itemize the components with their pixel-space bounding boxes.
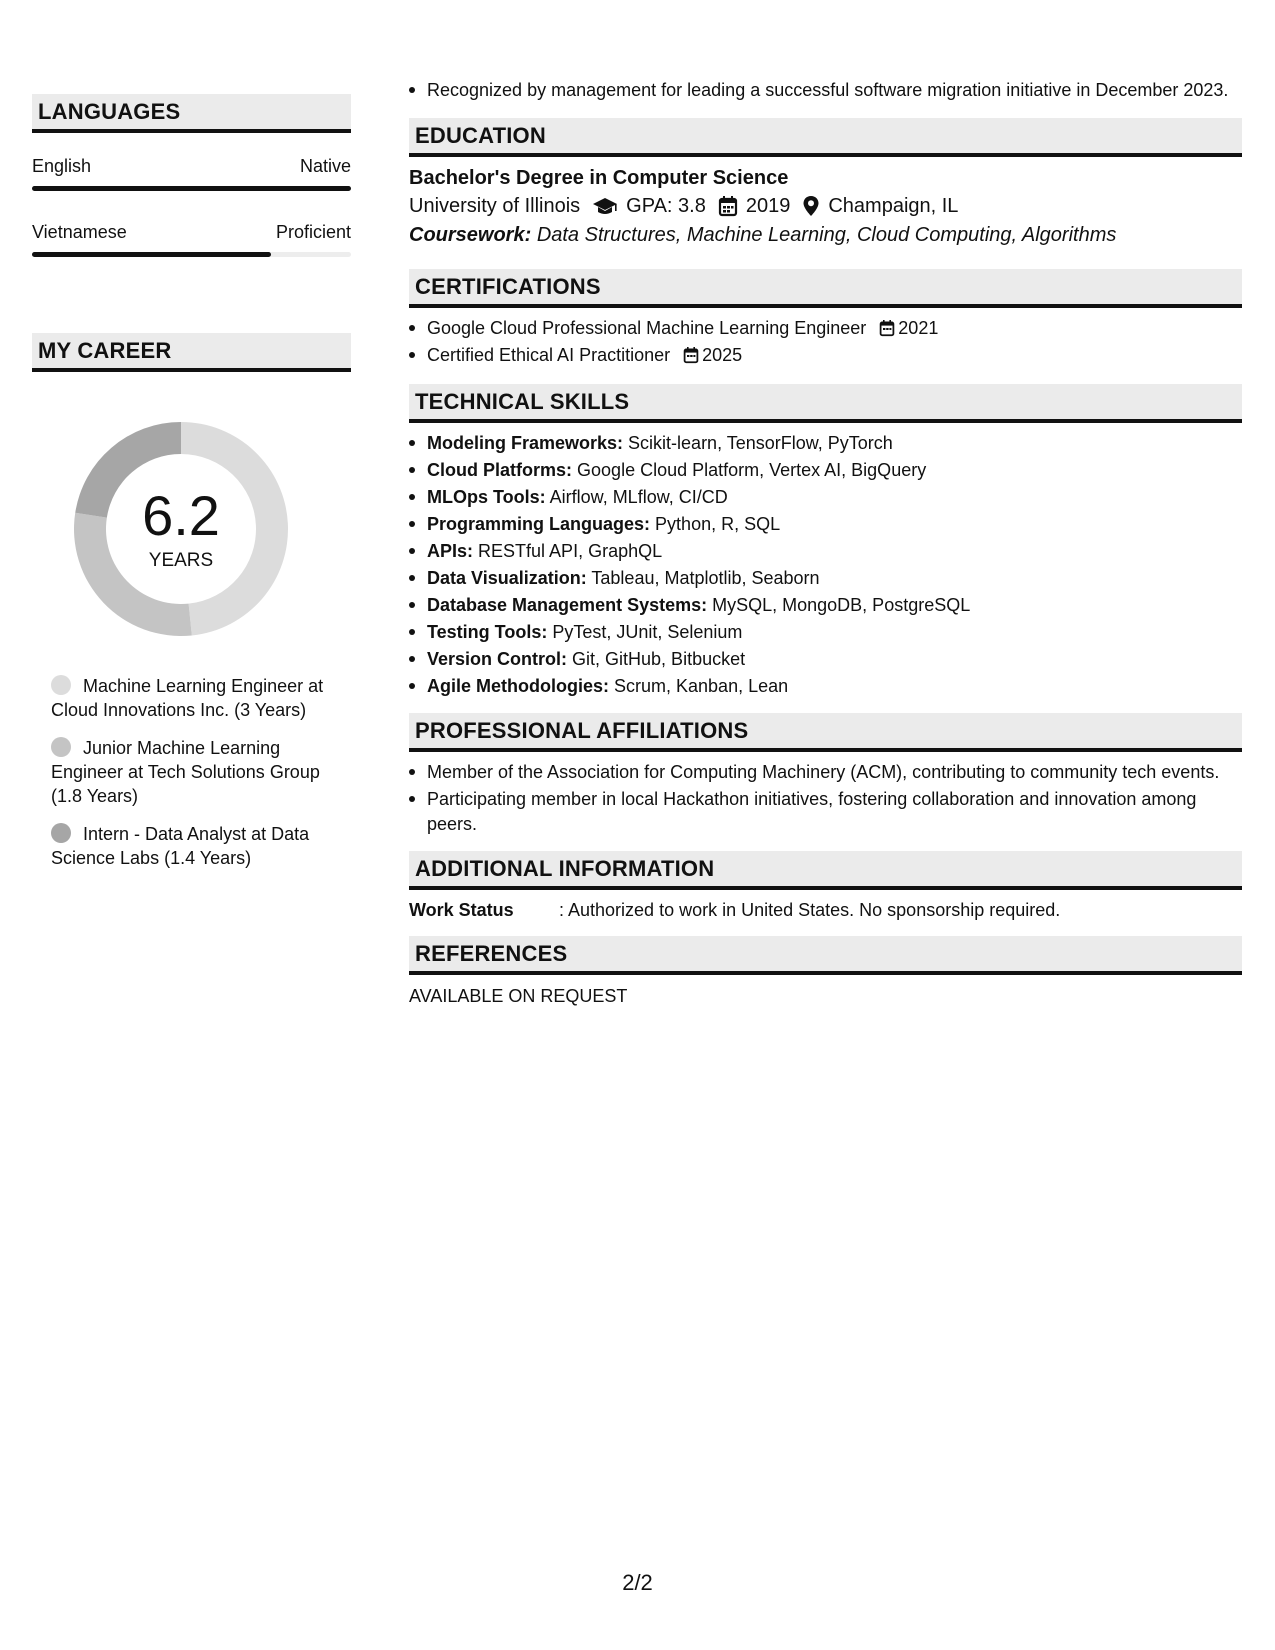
language-proficiency-bar bbox=[32, 186, 351, 191]
affiliation-item: Member of the Association for Computing Machinery (ACM), contributing to community tech events. bbox=[427, 760, 1242, 785]
legend-dot bbox=[51, 823, 71, 843]
graduation-cap-icon bbox=[592, 196, 618, 216]
skills-heading: TECHNICAL SKILLS bbox=[409, 384, 1242, 423]
skills-list bbox=[409, 431, 1242, 699]
left-column bbox=[32, 94, 351, 884]
skill-item bbox=[427, 431, 1242, 456]
skill-category: Testing Tools: bbox=[427, 622, 548, 642]
skill-item bbox=[427, 674, 1242, 699]
skill-values: Airflow, MLflow, CI/CD bbox=[549, 487, 728, 507]
language-proficiency-bar bbox=[32, 252, 351, 257]
skill-item bbox=[427, 458, 1242, 483]
page-number: 2/2 bbox=[622, 1570, 653, 1595]
language-name: Vietnamese bbox=[32, 222, 127, 242]
skill-item bbox=[427, 539, 1242, 564]
certification-year: 2025 bbox=[702, 345, 743, 365]
language-name: English bbox=[32, 156, 92, 176]
certification-item bbox=[427, 316, 1242, 341]
certification-name: Google Cloud Professional Machine Learning Engineer bbox=[427, 318, 867, 338]
skill-category: Database Management Systems: bbox=[427, 595, 708, 615]
certification-name: Certified Ethical AI Practitioner bbox=[427, 345, 671, 365]
education-heading: EDUCATION bbox=[409, 118, 1242, 157]
skill-category: Version Control: bbox=[427, 649, 568, 669]
calendar-icon bbox=[718, 195, 738, 217]
skill-category: Modeling Frameworks: bbox=[427, 433, 624, 453]
skill-category: Cloud Platforms: bbox=[427, 460, 573, 480]
education-year: 2019 bbox=[745, 195, 791, 217]
skill-values: Scrum, Kanban, Lean bbox=[614, 676, 789, 696]
language-level: Native bbox=[299, 156, 351, 176]
skill-values: RESTful API, GraphQL bbox=[478, 541, 663, 561]
skill-values: Scikit-learn, TensorFlow, PyTorch bbox=[628, 433, 893, 453]
skill-item bbox=[427, 647, 1242, 672]
certifications-list bbox=[409, 316, 1242, 368]
coursework-label: Coursework: bbox=[409, 224, 532, 246]
experience-bullet: Recognized by management for leading a successful software migration initiative in December 2023. bbox=[427, 78, 1242, 103]
references-heading: REFERENCES bbox=[409, 936, 1242, 975]
calendar-icon bbox=[683, 346, 699, 364]
skill-values: Google Cloud Platform, Vertex AI, BigQuery bbox=[577, 460, 927, 480]
language-english bbox=[32, 155, 351, 191]
coursework-list: Data Structures, Machine Learning, Cloud Computing, Algorithms bbox=[536, 224, 1117, 246]
career-legend bbox=[51, 674, 331, 870]
education-gpa: GPA: 3.8 bbox=[626, 195, 706, 217]
education-location: Champaign, IL bbox=[828, 195, 959, 217]
legend-dot bbox=[51, 675, 71, 695]
language-level: Proficient bbox=[275, 222, 351, 242]
affiliation-item: Participating member in local Hackathon initiatives, fostering collaboration and innovation among peers. bbox=[427, 787, 1242, 837]
career-legend-label: Junior Machine Learning Engineer at Tech Solutions Group (1.8 Years) bbox=[51, 738, 320, 806]
skill-values: Python, R, SQL bbox=[655, 514, 781, 534]
skill-item bbox=[427, 620, 1242, 645]
skill-values: PyTest, JUnit, Selenium bbox=[552, 622, 743, 642]
language-proficiency-fill bbox=[32, 186, 351, 191]
certification-year: 2021 bbox=[898, 318, 939, 338]
career-donut-chart bbox=[66, 414, 296, 644]
career-legend-item bbox=[51, 674, 331, 722]
calendar-icon bbox=[879, 319, 895, 337]
skill-values: Git, GitHub, Bitbucket bbox=[572, 649, 746, 669]
skill-category: Agile Methodologies: bbox=[427, 676, 609, 696]
career-legend-item bbox=[51, 822, 331, 870]
work-status-label: Work Status bbox=[409, 900, 514, 920]
legend-dot bbox=[51, 737, 71, 757]
additional-info-heading: ADDITIONAL INFORMATION bbox=[409, 851, 1242, 890]
skill-category: APIs: bbox=[427, 541, 474, 561]
education-school: University of Illinois bbox=[409, 195, 581, 217]
skill-item bbox=[427, 512, 1242, 537]
skill-category: Data Visualization: bbox=[427, 568, 587, 588]
career-legend-item bbox=[51, 736, 331, 808]
references-text: AVAILABLE ON REQUEST bbox=[409, 986, 628, 1006]
affiliations-heading: PROFESSIONAL AFFILIATIONS bbox=[409, 713, 1242, 752]
career-legend-label: Intern - Data Analyst at Data Science Labs (1.4 Years) bbox=[51, 824, 310, 868]
affiliations-list bbox=[409, 760, 1242, 837]
skill-item bbox=[427, 593, 1242, 618]
right-column bbox=[409, 78, 1242, 1008]
skill-category: Programming Languages: bbox=[427, 514, 651, 534]
education-details bbox=[409, 191, 1242, 221]
map-pin-icon bbox=[802, 195, 820, 217]
language-vietnamese bbox=[32, 221, 351, 257]
work-status-row bbox=[409, 898, 1242, 922]
career-legend-label: Machine Learning Engineer at Cloud Innovations Inc. (3 Years) bbox=[51, 676, 324, 720]
experience-bullets bbox=[409, 78, 1242, 103]
education-degree: Bachelor's Degree in Computer Science bbox=[409, 167, 789, 189]
career-total-years: 6.2 bbox=[142, 484, 220, 547]
languages-heading: LANGUAGES bbox=[32, 94, 351, 133]
career-total-unit: YEARS bbox=[148, 550, 214, 571]
work-status-value: : Authorized to work in United States. No sponsorship required. bbox=[559, 900, 1061, 920]
certification-item bbox=[427, 343, 1242, 368]
skill-category: MLOps Tools: bbox=[427, 487, 546, 507]
skill-values: Tableau, Matplotlib, Seaborn bbox=[591, 568, 820, 588]
career-heading: MY CAREER bbox=[32, 333, 351, 372]
skill-item bbox=[427, 485, 1242, 510]
education-coursework bbox=[409, 221, 1242, 249]
language-proficiency-fill bbox=[32, 252, 271, 257]
certifications-heading: CERTIFICATIONS bbox=[409, 269, 1242, 308]
skill-values: MySQL, MongoDB, PostgreSQL bbox=[712, 595, 971, 615]
skill-item bbox=[427, 566, 1242, 591]
